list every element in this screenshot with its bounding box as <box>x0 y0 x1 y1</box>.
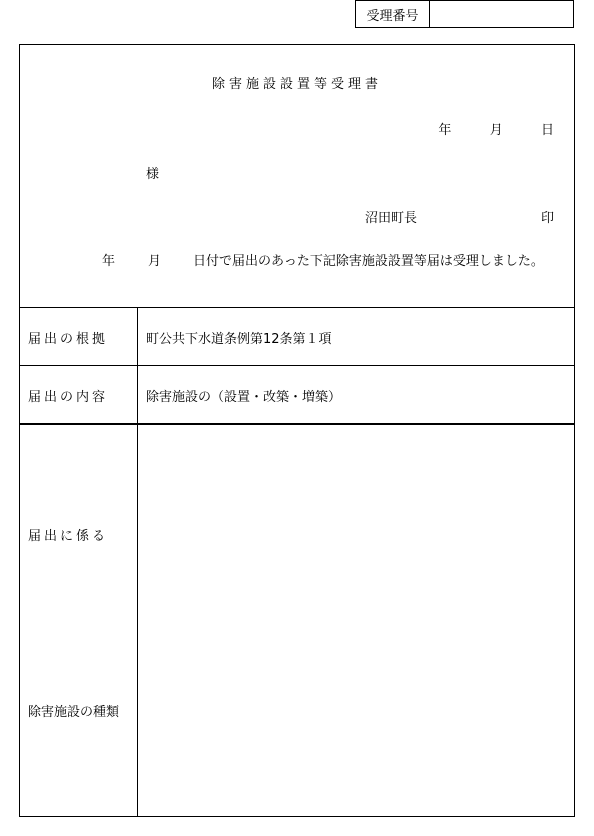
receipt-number-field[interactable] <box>430 1 573 27</box>
date-year-label: 年 <box>438 123 452 138</box>
body-text: 日付で届出のあった下記除害施設設置等届は受理しました。 <box>193 254 544 269</box>
receipt-number-box <box>355 0 574 28</box>
seal-mark: 印 <box>540 211 554 226</box>
row-basis-label: 届出の根拠 <box>28 332 109 347</box>
addressee-suffix: 様 <box>146 167 160 182</box>
body-month-label: 月 <box>148 254 162 269</box>
body-year-label: 年 <box>102 254 116 269</box>
acceptance-statement <box>28 247 568 277</box>
issue-date <box>438 119 554 138</box>
row-basis <box>20 307 574 365</box>
date-day-label: 日 <box>540 123 554 138</box>
row-content <box>20 365 574 423</box>
document-title: 除害施設設置等受理書 <box>211 77 382 92</box>
date-month-label: 月 <box>489 123 503 138</box>
receipt-number-label: 受理番号 <box>356 1 430 27</box>
row-facility-type <box>20 423 574 817</box>
issuer-name: 沼田町長 <box>365 211 418 226</box>
row-content-value: 除害施設の（設置・改築・増築） <box>146 390 342 405</box>
receipt-form <box>19 44 575 817</box>
row-content-label: 届出の内容 <box>28 390 109 405</box>
row-facility-label-top: 届出に係る <box>28 529 109 544</box>
row-facility-label-bottom: 除害施設の種類 <box>28 705 120 720</box>
row-basis-value: 町公共下水道条例第12条第１項 <box>146 332 332 347</box>
